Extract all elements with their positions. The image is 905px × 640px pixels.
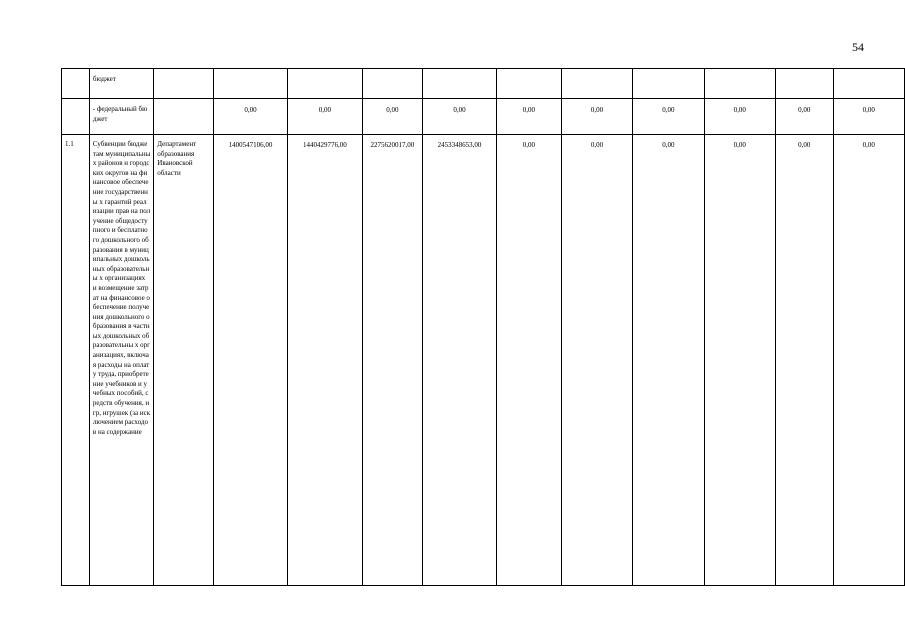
row-executor-cell [154, 99, 214, 135]
value-cell: 1440429776,00 [287, 135, 362, 586]
value-cell: 0,00 [561, 135, 632, 586]
value-cell: 0,00 [633, 99, 704, 135]
page-number: 54 [852, 40, 864, 54]
value-cell: 0,00 [704, 99, 775, 135]
value-cell: 0,00 [833, 135, 904, 586]
value-cell: 0,00 [704, 135, 775, 586]
value-cell: 2275620017,00 [362, 135, 422, 586]
row-index-cell: 1.1 [62, 135, 90, 586]
value-cell: 0,00 [362, 99, 422, 135]
row-executor-cell: Департамент образования Ивановской области [154, 135, 214, 586]
row-index-cell [62, 69, 90, 99]
value-cell: 0,00 [214, 99, 288, 135]
value-cell [287, 69, 362, 99]
row-index-cell [62, 99, 90, 135]
table-row [62, 99, 905, 135]
value-cell [561, 69, 632, 99]
value-cell: 0,00 [496, 135, 561, 586]
row-executor-cell [154, 69, 214, 99]
value-cell: 0,00 [561, 99, 632, 135]
value-cell: 0,00 [422, 99, 496, 135]
value-cell [496, 69, 561, 99]
value-cell: 2453348653,00 [422, 135, 496, 586]
value-cell [214, 69, 288, 99]
value-cell: 0,00 [633, 135, 704, 586]
table-row [62, 135, 905, 586]
budget-table [61, 68, 905, 586]
row-name-cell: бюджет [89, 69, 153, 99]
value-cell: 0,00 [287, 99, 362, 135]
row-name-cell: Субвенции бюджетам муниципальных районов и городских округов на финансовое обеспечение государственны х гарантий реализации прав на получение общедоступного и бесплатного дошкольного образования в муниципальных дошкольных образовательны х организациях и возмещение затрат на финансовое обеспечение получения дошкольного образования в частных дошкольных образовательны х организациях, включая расходы на оплату труда, приобретение учебников и учебных пособий, средств обучения, игр, игрушек (за исключением расходов на содержание [89, 135, 153, 586]
value-cell: 0,00 [775, 135, 833, 586]
value-cell: 0,00 [833, 99, 904, 135]
value-cell [833, 69, 904, 99]
row-name-cell: - федеральный бюджет [89, 99, 153, 135]
value-cell: 0,00 [775, 99, 833, 135]
table-row [62, 69, 905, 99]
value-cell [633, 69, 704, 99]
value-cell: 1400547106,00 [214, 135, 288, 586]
value-cell [362, 69, 422, 99]
value-cell [775, 69, 833, 99]
value-cell [422, 69, 496, 99]
value-cell: 0,00 [496, 99, 561, 135]
value-cell [704, 69, 775, 99]
